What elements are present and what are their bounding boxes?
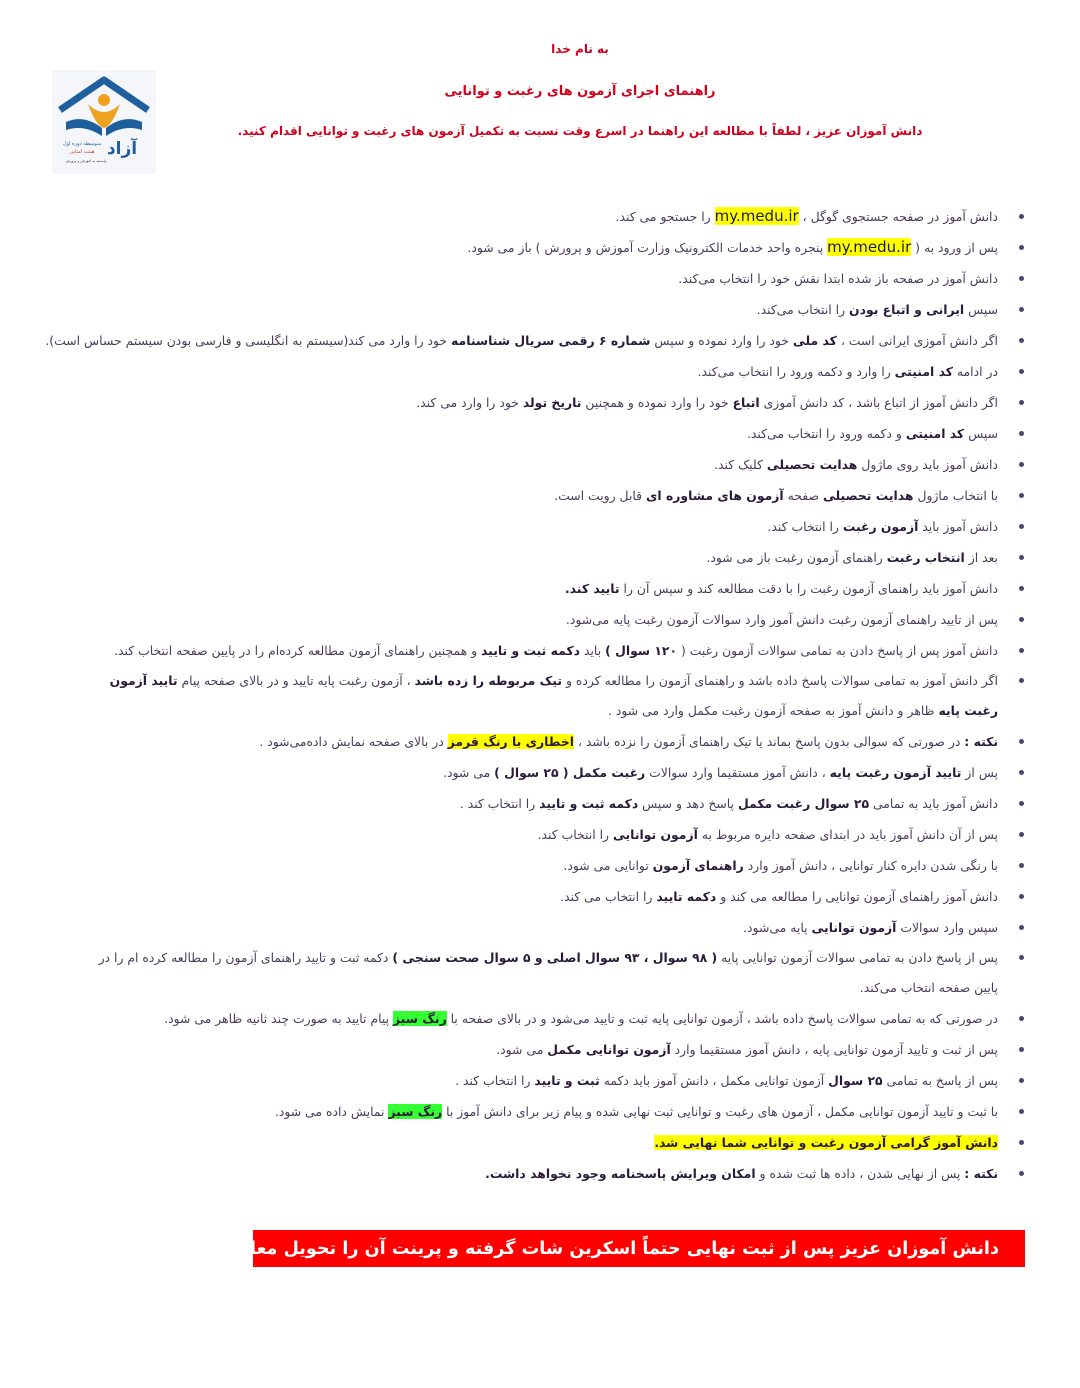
- intro-text: دانش آموزان عزیز ، لطفاً با مطالعه این راهنما در اسرع وقت نسبت به تکمیل آزمون های رغبت و توانایی اقدام کنید.: [237, 124, 923, 138]
- step-text: آزمون توانایی مکمل ، دانش آموز باید دکمه: [599, 1073, 829, 1088]
- bold-term: تیک مربوطه را زده باشد: [414, 673, 563, 688]
- step-text: پس از ورود به (: [911, 240, 998, 255]
- step-item: [78, 542, 998, 573]
- step-item: [78, 819, 998, 850]
- step-text: خود را وارد نموده و همچنین: [581, 395, 733, 410]
- step-text: را وارد و دکمه ورود را انتخاب می‌کند.: [697, 364, 895, 379]
- bold-term: آزمون های مشاوره ای: [646, 488, 784, 503]
- step-text: پس از نهایی شدن ، داده ها ثبت شده و: [755, 1166, 965, 1181]
- step-text: و همچنین راهنمای آزمون مطالعه کرده‌ام را در پایین صفحه انتخاب کند.: [114, 643, 481, 658]
- step-item: [78, 449, 998, 480]
- bold-term: تایید آزمون رغبت پایه: [109, 673, 998, 718]
- url-highlight: my.medu.ir: [827, 238, 912, 256]
- step-item: [78, 573, 998, 604]
- bold-term: ایرانی و اتباع بودن: [849, 302, 965, 317]
- final-message-highlight: دانش آموز گرامی آزمون رغبت و توانایی شما نهایی شد.: [654, 1135, 998, 1150]
- yellow-highlight: اخطاری با رنگ قرمز: [447, 734, 575, 749]
- bold-term: تاریخ تولد: [522, 395, 582, 410]
- step-text: سپس: [964, 302, 998, 317]
- step-item: [78, 1003, 998, 1034]
- step-item: [78, 480, 998, 511]
- final-notice-text: دانش آموزان عزیز پس از ثبت نهایی حتماً اسکرین شات گرفته و پرینت آن را تحویل معاون پایه دهند.: [136, 1238, 999, 1259]
- step-text: اگر دانش آموز به تمامی سوالات پاسخ داده باشد و راهنمای آزمون را مطالعه کرده و: [562, 673, 998, 688]
- step-text: خود را وارد می کند(سیستم به انگلیسی و فارسی بودن سیستم حساس است).: [45, 333, 452, 348]
- step-text: دانش آموز راهنمای آزمون توانایی را مطالعه می کند و: [716, 889, 998, 904]
- page-title: راهنمای اجرای آزمون های رغبت و توانایی: [444, 84, 716, 99]
- step-text: سپس وارد سوالات: [896, 920, 998, 935]
- bold-term: هدایت تحصیلی: [766, 457, 858, 472]
- bold-term: امکان ویرایش پاسخنامه وجود نخواهد داشت.: [485, 1166, 756, 1181]
- step-item: [78, 294, 998, 325]
- step-text: اگر دانش آموز از اتباع باشد ، کد دانش آموزی: [759, 395, 998, 410]
- step-item: [78, 418, 998, 449]
- step-text: را جستجو می کند.: [615, 209, 715, 224]
- step-text: پنجره واحد خدمات الکترونیک وزارت آموزش و پرورش ) باز می شود.: [467, 240, 828, 255]
- bold-term: کد امنیتی: [905, 426, 965, 441]
- bold-term: آزمون رغبت: [842, 519, 919, 534]
- bismillah-heading: به نام خدا: [551, 42, 609, 56]
- step-text: باید: [580, 643, 606, 658]
- step-text: پس از: [961, 765, 998, 780]
- bold-term: آزمون توانایی: [811, 920, 897, 935]
- step-item: [78, 1127, 998, 1158]
- step-text: بعد از: [964, 550, 998, 565]
- step-text: را انتخاب کند.: [767, 519, 843, 534]
- step-text: پیام تایید به صورت چند ثانیه ظاهر می شود.: [164, 1011, 393, 1026]
- step-text: خود را وارد نموده و سپس: [650, 333, 793, 348]
- step-text: با ثبت و تایید آزمون توانایی مکمل ، آزمون های رغبت و توانایی ثبت نهایی شده و پیام زیر برای دانش آموز با: [442, 1104, 998, 1119]
- bold-term: دکمه ثبت و تایید: [539, 796, 639, 811]
- bold-term: ۱۲۰ سوال ): [605, 643, 678, 658]
- step-text: پس از تایید راهنمای آزمون رغبت دانش آموز وارد سوالات آزمون رغبت پایه می‌شود.: [565, 612, 998, 627]
- bold-term: آزمون توانایی: [612, 827, 698, 842]
- step-item: [78, 356, 998, 387]
- step-item: [78, 387, 998, 418]
- step-text: و دکمه ورود را انتخاب می‌کند.: [746, 426, 906, 441]
- bold-term: رغبت مکمل ( ۲۵ سوال ): [494, 765, 646, 780]
- green-highlight: رنگ سبز: [392, 1011, 447, 1026]
- step-text: ظاهر و دانش آموز به صفحه آزمون رغبت مکمل وارد می شود .: [607, 703, 939, 718]
- step-item: [78, 232, 998, 263]
- step-text: دانش آموز در صفحه جستجوی گوگل ،: [798, 209, 998, 224]
- bold-term: ( ۹۸ سوال ، ۹۳ سوال اصلی و ۵ سوال صحت سنجی ): [392, 950, 718, 965]
- bold-term: آزمون توانایی مکمل: [547, 1042, 671, 1057]
- step-item: [78, 1158, 998, 1189]
- step-text: پایه می‌شود.: [743, 920, 812, 935]
- bold-term: کد امنیتی: [894, 364, 953, 379]
- logo-sub-1: متوسطه دوره اول: [62, 141, 102, 147]
- step-text: پس از پاسخ به تمامی: [882, 1073, 998, 1088]
- step-text: ، آزمون رغبت پایه تایید و در بالای صفحه پیام: [177, 673, 415, 688]
- step-text: نمایش داده می شود.: [274, 1104, 389, 1119]
- green-highlight: رنگ سبز: [388, 1104, 443, 1119]
- step-text: می شود.: [443, 765, 495, 780]
- step-item: [78, 666, 998, 726]
- step-item: [78, 881, 998, 912]
- step-item: [78, 511, 998, 542]
- step-text: دانش آموز باید راهنمای آزمون رغبت را با دقت مطالعه کند و سپس آن را: [619, 581, 998, 596]
- url-highlight: my.medu.ir: [714, 207, 799, 225]
- bold-term: دکمه تایید: [656, 889, 717, 904]
- bold-term: راهنمای آزمون: [652, 858, 744, 873]
- step-item: [78, 635, 998, 666]
- step-text: را انتخاب کند.: [537, 827, 613, 842]
- school-logo: [52, 70, 156, 174]
- step-item: [78, 1065, 998, 1096]
- bold-term: نکته :: [964, 1166, 998, 1181]
- step-text: دانش آموز در صفحه باز شده ابتدا نقش خود را انتخاب می‌کند.: [678, 271, 998, 286]
- step-text: در ادامه: [952, 364, 998, 379]
- step-text: دانش آموز باید به تمامی: [869, 796, 998, 811]
- bold-term: انتخاب رغبت: [886, 550, 965, 565]
- step-text: با رنگی شدن دایره کنار توانایی ، دانش آموز وارد: [743, 858, 998, 873]
- step-text: اگر دانش آموزی ایرانی است ،: [836, 333, 998, 348]
- logo-sub-3: وابسته به آموزش و پرورش: [65, 159, 107, 163]
- step-item: [45, 325, 998, 356]
- step-text: را انتخاب کند .: [455, 1073, 535, 1088]
- step-text: می شود.: [496, 1042, 548, 1057]
- step-text: در بالای صفحه نمایش داده‌می‌شود .: [259, 734, 448, 749]
- step-text: دانش آموز پس از پاسخ دادن به تمامی سوالات آزمون رغبت (: [677, 643, 998, 658]
- step-item: [78, 201, 998, 232]
- bold-term: ۲۵ سوال: [828, 1073, 883, 1088]
- step-text: دکمه ثبت و تایید راهنمای آزمون را مطالعه کرده ام را در پایین صفحه انتخاب می‌کند.: [98, 950, 998, 995]
- step-text: صفحه: [783, 488, 823, 503]
- step-item: [78, 1096, 998, 1127]
- step-text: خود را وارد می کند.: [416, 395, 523, 410]
- step-text: در صورتی که سوالی بدون پاسخ بماند یا تیک راهنمای آزمون را نزده باشد ،: [574, 734, 965, 749]
- step-item: [78, 943, 998, 1003]
- logo-sub-2: هیئت امنایی: [69, 149, 95, 155]
- step-text: با انتخاب ماژول: [913, 488, 998, 503]
- step-text: را انتخاب کند .: [459, 796, 540, 811]
- step-text: دانش آموز باید روی ماژول: [857, 457, 998, 472]
- step-text: سپس: [964, 426, 998, 441]
- step-text: در صورتی که به تمامی سوالات پاسخ داده باشد ، آزمون توانایی پایه ثبت و تایید می‌شود و در بالای صفحه با: [446, 1011, 998, 1026]
- step-item: [78, 850, 998, 881]
- step-text: دانش آموز باید: [918, 519, 998, 534]
- step-text: ، دانش آموز مستقیما وارد سوالات: [645, 765, 830, 780]
- bold-term: تایید آزمون رغبت پایه: [829, 765, 962, 780]
- step-text: پس از پاسخ دادن به تمامی سوالات آزمون توانایی پایه: [717, 950, 998, 965]
- step-item: [78, 757, 998, 788]
- step-text: پس از آن دانش آموز باید در ابتدای صفحه دایره مربوط به: [697, 827, 998, 842]
- step-text: پس از ثبت و تایید آزمون توانایی پایه ، دانش آموز مستقیما وارد: [670, 1042, 998, 1057]
- bold-term: ثبت و تایید: [534, 1073, 600, 1088]
- step-text: پاسخ دهد و سپس: [638, 796, 738, 811]
- step-text: را انتخاب می‌کند.: [756, 302, 850, 317]
- step-item: [78, 1034, 998, 1065]
- bold-term: دکمه ثبت و تایید: [481, 643, 581, 658]
- bold-term: کد ملی: [792, 333, 837, 348]
- step-item: [78, 912, 998, 943]
- bold-term: تایید کند.: [564, 581, 620, 596]
- bold-term: اتباع: [732, 395, 760, 410]
- bold-term: نکته :: [964, 734, 998, 749]
- logo-brand: آزاد: [106, 139, 138, 159]
- step-item: [78, 604, 998, 635]
- step-text: کلیک کند.: [714, 457, 767, 472]
- bold-term: هدایت تحصیلی: [822, 488, 914, 503]
- bold-term: شماره ۶ رقمی سریال شناسنامه: [451, 333, 651, 348]
- step-text: را انتخاب می کند.: [560, 889, 657, 904]
- step-text: قابل رویت است.: [554, 488, 647, 503]
- step-text: راهنمای آزمون رغبت باز می شود.: [706, 550, 887, 565]
- final-notice-banner: [136, 1230, 1025, 1267]
- step-text: توانایی می شود.: [563, 858, 653, 873]
- bold-term: ۲۵ سوال رغبت مکمل: [737, 796, 870, 811]
- step-item: [78, 788, 998, 819]
- instruction-list: [45, 201, 998, 1189]
- logo-figure-head: [98, 94, 110, 106]
- step-item: [78, 726, 998, 757]
- step-item: [78, 263, 998, 294]
